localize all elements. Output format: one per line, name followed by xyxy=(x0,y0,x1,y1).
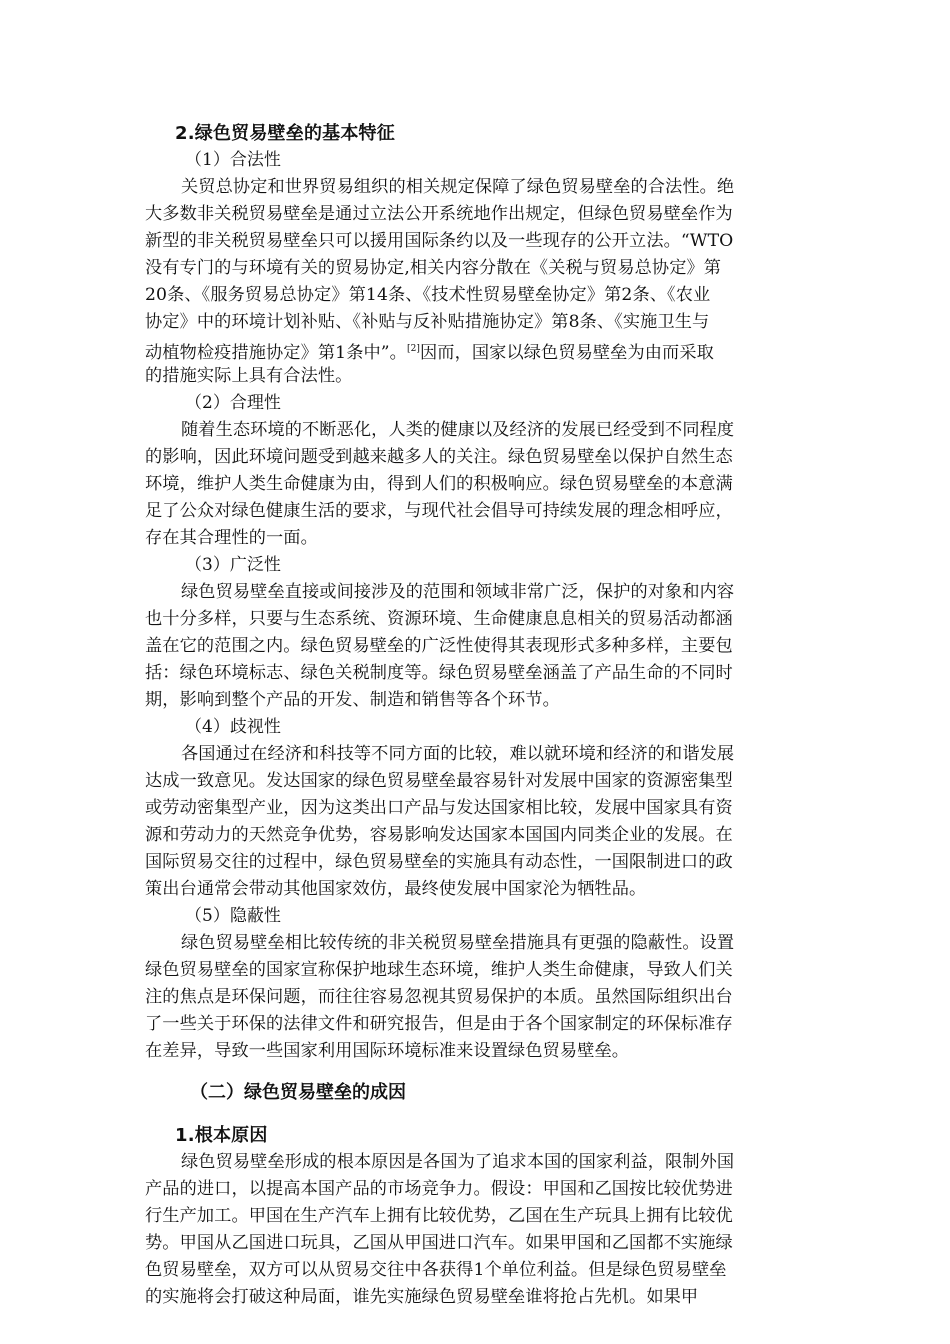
paragraph-root-cause xyxy=(145,1149,807,1311)
subsection-heading-features: 2.绿色贸易壁垒的基本特征 xyxy=(175,123,395,144)
text-line: 也十分多样，只要与生态系统、资源环境、生命健康息息相关的贸易活动都涵 xyxy=(145,609,733,629)
citation-reference: [2] xyxy=(406,344,421,354)
text-line: 20条、《服务贸易总协定》第14条、《技术性贸易壁垒协定》第2条、《农业 xyxy=(145,285,711,305)
feature-heading-legality: （1）合法性 xyxy=(185,150,281,170)
text-line xyxy=(145,336,807,363)
text-line: 的措施实际上具有合法性。 xyxy=(145,366,353,386)
paragraph-legality xyxy=(145,174,807,390)
feature-heading-breadth: （3）广泛性 xyxy=(185,555,281,575)
text-line: 或劳动密集型产业，因为这类出口产品与发达国家相比较，发展中国家具有资 xyxy=(145,798,733,818)
feature-heading-discrimination: （4）歧视性 xyxy=(185,717,281,737)
feature-heading-concealment: （5）隐蔽性 xyxy=(185,906,281,926)
text-line: 的实施将会打破这种局面，谁先实施绿色贸易壁垒谁将抢占先机。如果甲 xyxy=(145,1287,699,1307)
text-line: 各国通过在经济和科技等不同方面的比较，难以就环境和经济的和谐发展 xyxy=(181,744,735,764)
text-line: 新型的非关税贸易壁垒只可以援用国际条约以及一些现存的公开立法。“WTO xyxy=(145,231,734,251)
text-line: 盖在它的范围之内。绿色贸易壁垒的广泛性使得其表现形式多种多样，主要包 xyxy=(145,636,733,656)
text-line: 括：绿色环境标志、绿色关税制度等。绿色贸易壁垒涵盖了产品生命的不同时 xyxy=(145,663,733,683)
text-line: 协定》中的环境计划补贴、《补贴与反补贴措施协定》第8条、《实施卫生与 xyxy=(145,312,710,332)
text-line: 势。甲国从乙国进口玩具，乙国从甲国进口汽车。如果甲国和乙国都不实施绿 xyxy=(145,1233,733,1253)
text-line: 了一些关于环保的法律文件和研究报告，但是由于各个国家制定的环保标准存 xyxy=(145,1014,733,1034)
paragraph-breadth xyxy=(145,579,807,714)
text-line: 达成一致意见。发达国家的绿色贸易壁垒最容易针对发展中国家的资源密集型 xyxy=(145,771,733,791)
text-line: 源和劳动力的天然竞争优势，容易影响发达国家本国国内同类企业的发展。在 xyxy=(145,825,733,845)
text-line: 色贸易壁垒，双方可以从贸易交往中各获得1个单位利益。但是绿色贸易壁垒 xyxy=(145,1260,727,1280)
text-line: 行生产加工。甲国在生产汽车上拥有比较优势，乙国在生产玩具上拥有比较优 xyxy=(145,1206,733,1226)
text-line: 期，影响到整个产品的开发、制造和销售等各个环节。 xyxy=(145,690,560,710)
document-page xyxy=(145,120,807,1311)
text-segment: 因而，国家以绿色贸易壁垒为由而采取 xyxy=(420,343,714,363)
text-line: 在差异，导致一些国家利用国际环境标准来设置绿色贸易壁垒。 xyxy=(145,1041,630,1061)
section-heading-causes: （二）绿色贸易壁垒的成因 xyxy=(190,1082,406,1103)
text-line: 关贸总协定和世界贸易组织的相关规定保障了绿色贸易壁垒的合法性。绝 xyxy=(181,177,735,197)
paragraph-concealment xyxy=(145,930,807,1065)
text-line: 国际贸易交往的过程中，绿色贸易壁垒的实施具有动态性，一国限制进口的政 xyxy=(145,852,733,872)
text-line: 绿色贸易壁垒形成的根本原因是各国为了追求本国的国家利益，限制外国 xyxy=(181,1152,735,1172)
text-line: 环境，维护人类生命健康为由，得到人们的积极响应。绿色贸易壁垒的本意满 xyxy=(145,474,733,494)
paragraph-rationality xyxy=(145,417,807,552)
text-line: 绿色贸易壁垒相比较传统的非关税贸易壁垒措施具有更强的隐蔽性。设置 xyxy=(181,933,735,953)
text-line: 没有专门的与环境有关的贸易协定,相关内容分散在《关税与贸易总协定》第 xyxy=(145,258,722,278)
text-line: 策出台通常会带动其他国家效仿，最终使发展中国家沦为牺牲品。 xyxy=(145,879,647,899)
text-line: 存在其合理性的一面。 xyxy=(145,528,318,548)
text-line: 绿色贸易壁垒的国家宣称保护地球生态环境，维护人类生命健康，导致人们关 xyxy=(145,960,733,980)
text-line: 产品的进口，以提高本国产品的市场竞争力。假设：甲国和乙国按比较优势进 xyxy=(145,1179,733,1199)
text-line: 注的焦点是环保问题，而往往容易忽视其贸易保护的本质。虽然国际组织出台 xyxy=(145,987,733,1007)
feature-heading-rationality: （2）合理性 xyxy=(185,393,281,413)
subsection-heading-root-cause: 1.根本原因 xyxy=(175,1125,268,1146)
text-line: 绿色贸易壁垒直接或间接涉及的范围和领域非常广泛，保护的对象和内容 xyxy=(181,582,735,602)
text-line: 足了公众对绿色健康生活的要求，与现代社会倡导可持续发展的理念相呼应， xyxy=(145,501,733,521)
paragraph-discrimination xyxy=(145,741,807,903)
text-line: 大多数非关税贸易壁垒是通过立法公开系统地作出规定，但绿色贸易壁垒作为 xyxy=(145,204,733,224)
text-line: 的影响，因此环境问题受到越来越多人的关注。绿色贸易壁垒以保护自然生态 xyxy=(145,447,733,467)
text-line: 随着生态环境的不断恶化，人类的健康以及经济的发展已经受到不同程度 xyxy=(181,420,735,440)
text-segment: 动植物检疫措施协定》第1条中”。 xyxy=(145,343,407,363)
